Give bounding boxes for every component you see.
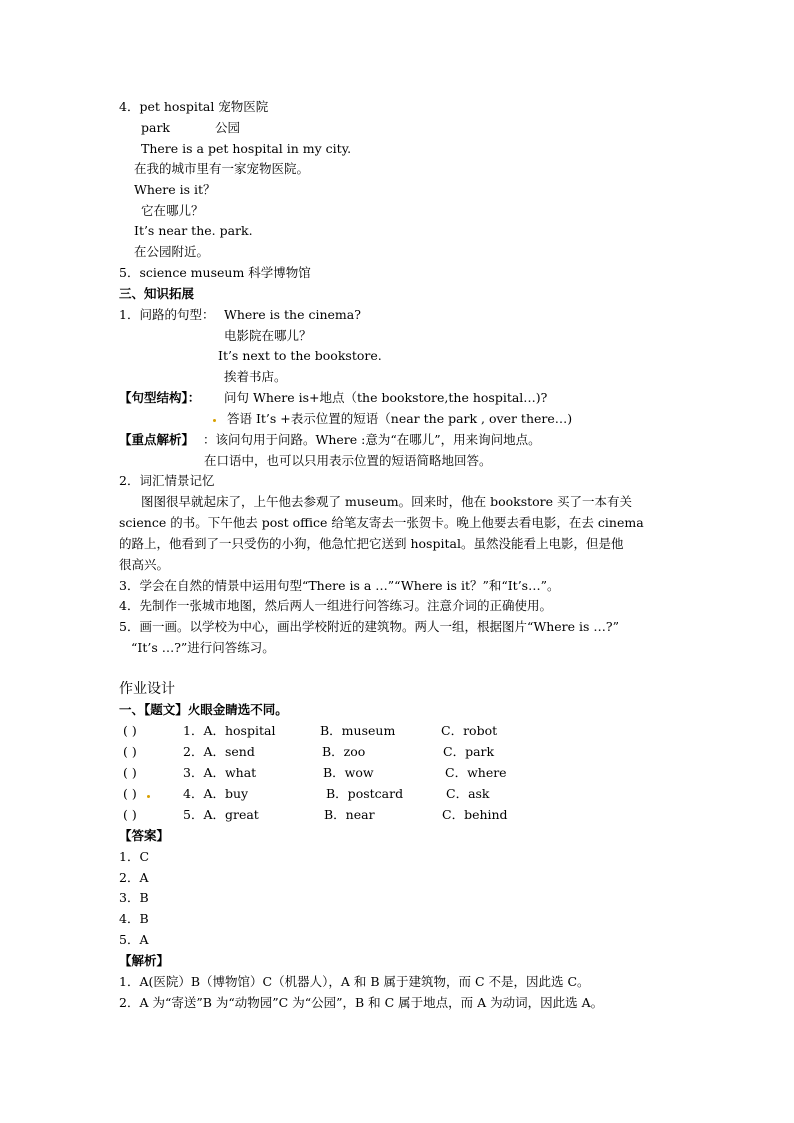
explanation-item: 1．A(医院）B（博物馆）C（机器人），A 和 B 属于建筑物，而 C 不是，因此选 C。 [119,974,590,989]
example-2-cn: 它在哪儿？ [141,203,204,218]
answer-item: 2．A [119,870,149,885]
question-option-c: C．robot [441,723,498,738]
homework-section: 一、【题文】火眼金睛选不同。 [119,702,288,717]
extension-p2-line-2: science 的书。下午他去 post office 给笔友寄去一张贺卡。晚上他要去看电影，在去 cinema [119,515,644,530]
extension-p4: 4．先制作一张城市地图，然后两人一组进行问答练习。注意介词的正确使用。 [119,598,552,613]
vocab-item-4: 4．pet hospital 宠物医院 [119,99,269,114]
question-option-a: 2．A．send [183,744,255,759]
answer-item: 5．A [119,932,149,947]
extension-p2-line-1: 图图很早就起床了，上午他去参观了 museum。回来时，他在 bookstore 买了一本有关 [141,494,633,509]
explanation-label: 【解析】 [119,953,170,968]
structure-question: 问句 Where is+地点（the bookstore,the hospital…)? [224,390,548,405]
answer-blank: ( ) [123,723,137,738]
extension-heading: 三、知识拓展 [119,286,195,301]
orange-dot-marker [147,795,150,798]
structure-answer: 答语 It’s +表示位置的短语（near the park , over there…) [227,411,573,426]
extension-p2-title: 2．词汇情景记忆 [119,473,215,488]
extension-p2-line-4: 很高兴。 [119,557,170,572]
vocab-park-en: park [141,120,171,135]
question-option-a: 5．A．great [183,807,259,822]
extension-p1-reply-cn: 挨着书店。 [224,369,287,384]
orange-dot-marker [213,419,216,422]
question-option-b: B．zoo [322,744,366,759]
extension-p5-line-1: 5．画一画。以学校为中心，画出学校附近的建筑物。两人一组，根据图片“Where is …?” [119,619,619,634]
analysis-text: ：该问句用于问路。Where :意为“在哪儿”，用来询问地点。 [203,432,541,447]
question-option-b: B．museum [320,723,396,738]
answer-blank: ( ) [123,807,137,822]
example-3-en: It’s near the. park. [134,223,253,238]
question-option-c: C．behind [442,807,508,822]
extension-p1-cn: 电影院在哪儿？ [224,328,312,343]
question-option-b: B．wow [323,765,374,780]
question-option-a: 4．A．buy [183,786,249,801]
question-option-b: B．postcard [326,786,404,801]
example-1-en: There is a pet hospital in my city. [141,141,352,156]
vocab-item-5: 5．science museum 科学博物馆 [119,265,311,280]
analysis-label: 【重点解析】 [119,432,195,447]
question-option-a: 1．A．hospital [183,723,276,738]
question-option-a: 3．A．what [183,765,257,780]
example-3-cn: 在公园附近。 [134,244,210,259]
answer-blank: ( ) [123,786,137,801]
answer-item: 1．C [119,849,150,864]
explanation-item: 2．A 为“寄送”B 为“动物园”C 为“公园”，B 和 C 属于地点，而 A 为动词，因此选 A。 [119,995,604,1010]
question-option-b: B．near [324,807,375,822]
answer-item: 4．B [119,911,149,926]
answer-blank: ( ) [123,744,137,759]
homework-title: 作业设计 [119,681,175,697]
question-option-c: C．where [445,765,507,780]
answer-item: 3．B [119,890,149,905]
analysis-text-2: 在口语中，也可以只用表示位置的短语简略地回答。 [204,453,492,468]
extension-p3: 3．学会在自然的情景中运用句型“There is a …”“Where is it？”和“It’s…”。 [119,578,560,593]
extension-p5-line-2: “It’s …?”进行问答练习。 [131,640,275,655]
structure-label: 【句型结构】： [119,390,201,405]
extension-p1-label: 1．问路的句型： [119,307,215,322]
extension-p1-en: Where is the cinema? [224,307,361,322]
extension-p2-line-3: 的路上，他看到了一只受伤的小狗，他急忙把它送到 hospital。虽然没能看上电影，但是他 [119,536,624,551]
answer-label: 【答案】 [119,828,170,843]
question-option-c: C．ask [446,786,490,801]
answer-blank: ( ) [123,765,137,780]
example-2-en: Where is it？ [134,182,216,197]
question-option-c: C．park [443,744,495,759]
example-1-cn: 在我的城市里有一家宠物医院。 [134,161,310,176]
extension-p1-reply-en: It’s next to the bookstore. [218,348,382,363]
vocab-park-cn: 公园 [215,120,241,135]
